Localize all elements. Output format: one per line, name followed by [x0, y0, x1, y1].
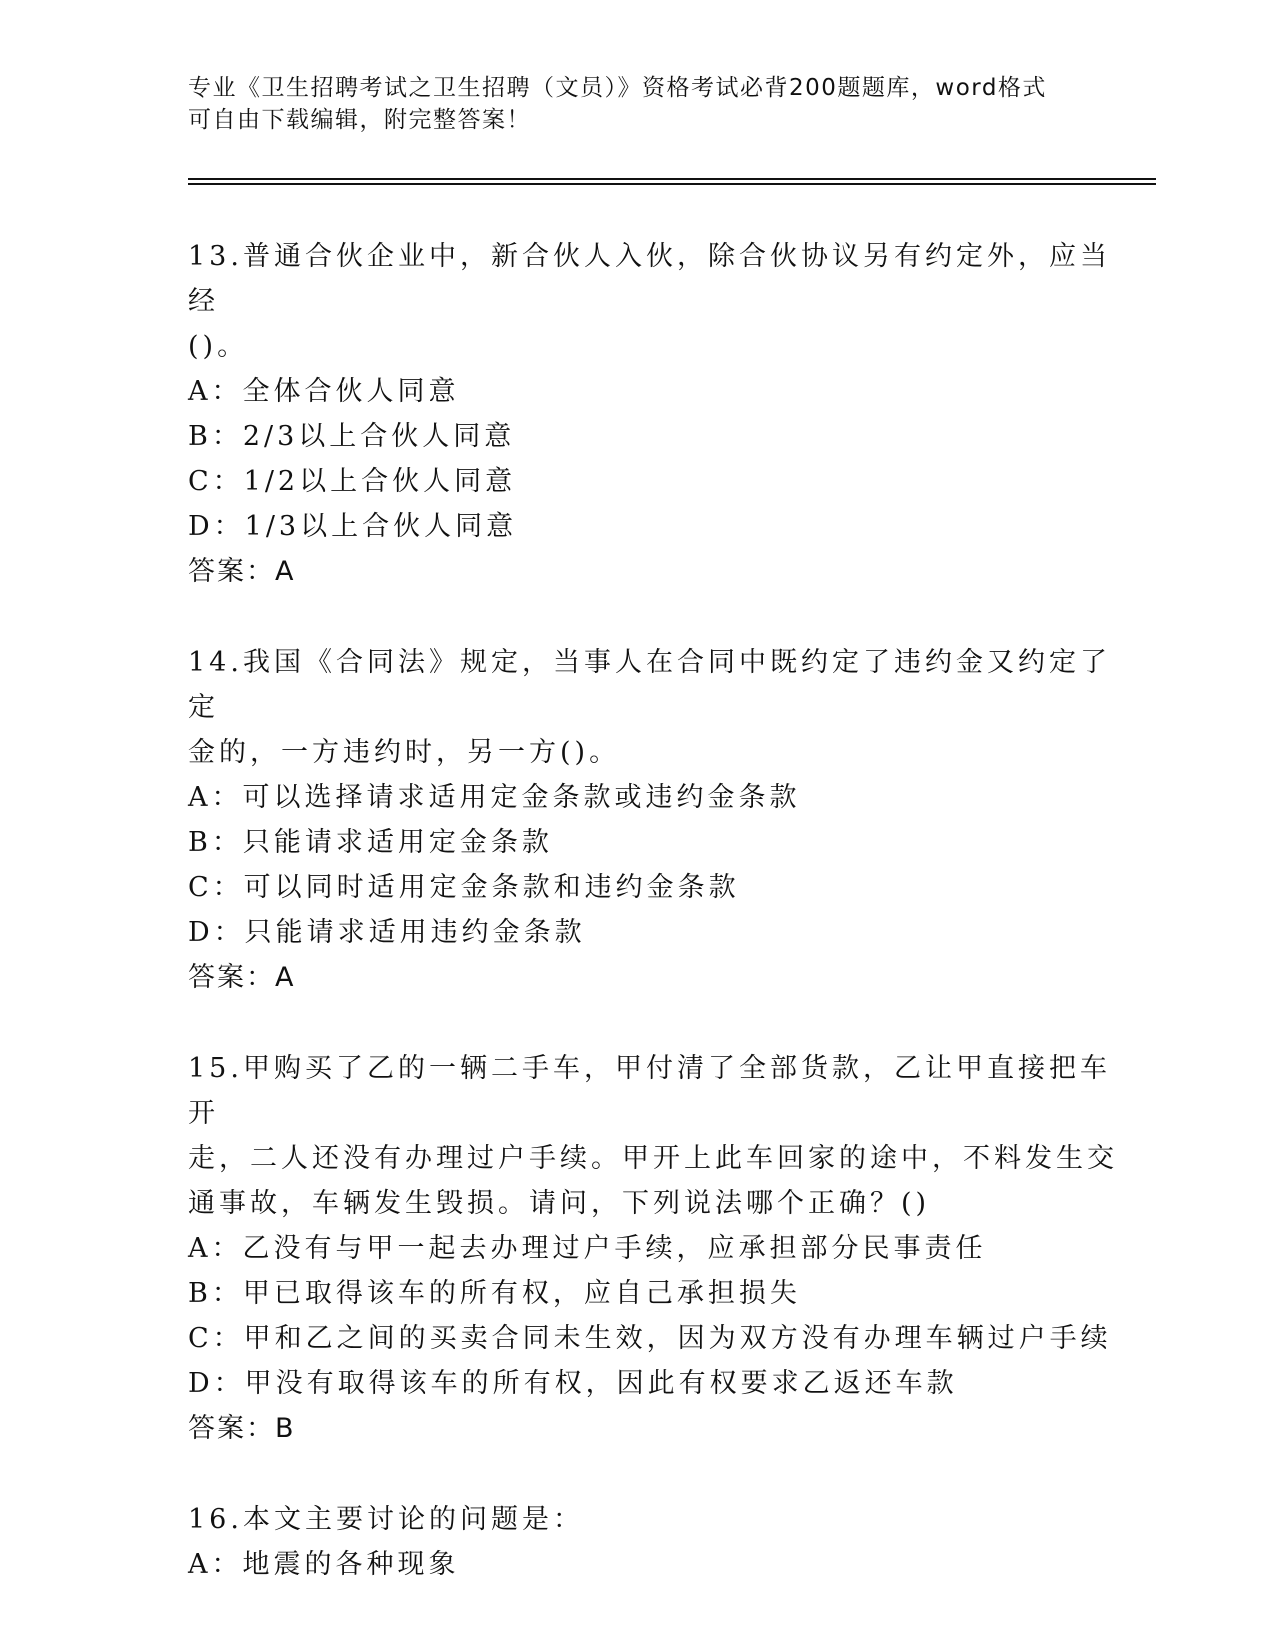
- answer-label: 答案：A: [188, 556, 296, 587]
- header-divider-bottom: [188, 183, 1156, 185]
- option-c: C：甲和乙之间的买卖合同未生效，因为双方没有办理车辆过户手续: [188, 1323, 1112, 1354]
- question-stem: 金的，一方违约时，另一方()。: [188, 737, 621, 768]
- question-stem: 15.甲购买了乙的一辆二手车，甲付清了全部货款，乙让甲直接把车开: [188, 1053, 1111, 1129]
- option-b: B：只能请求适用定金条款: [188, 827, 553, 858]
- header-line-1: 专业《卫生招聘考试之卫生招聘（文员）》资格考试必背200题题库，word格式: [188, 75, 1047, 101]
- answer-label: 答案：A: [188, 962, 296, 993]
- option-b: B：2/3以上合伙人同意: [188, 421, 516, 452]
- question-13: [188, 234, 1128, 594]
- answer-label: 答案：B: [188, 1413, 296, 1444]
- option-a: A：地震的各种现象: [188, 1549, 460, 1580]
- header-divider-top: [188, 178, 1156, 180]
- option-c: C：可以同时适用定金条款和违约金条款: [188, 872, 740, 903]
- option-b: B：甲已取得该车的所有权，应自己承担损失: [188, 1278, 801, 1309]
- question-stem: 走，二人还没有办理过户手续。甲开上此车回家的途中，不料发生交: [188, 1143, 1118, 1174]
- question-15: [188, 1046, 1128, 1451]
- option-d: D：甲没有取得该车的所有权，因此有权要求乙返还车款: [188, 1368, 958, 1399]
- document-header: [188, 72, 1068, 136]
- option-a: A：可以选择请求适用定金条款或违约金条款: [188, 782, 801, 813]
- question-stem: 通事故，车辆发生毁损。请问，下列说法哪个正确？(): [188, 1188, 931, 1219]
- option-a: A：乙没有与甲一起去办理过户手续，应承担部分民事责任: [188, 1233, 987, 1264]
- option-d: D：只能请求适用违约金条款: [188, 917, 586, 948]
- question-stem: 13.普通合伙企业中，新合伙人入伙，除合伙协议另有约定外，应当经: [188, 241, 1111, 317]
- question-stem: ()。: [188, 331, 249, 362]
- option-d: D：1/3以上合伙人同意: [188, 511, 518, 542]
- question-14: [188, 640, 1128, 1000]
- option-a: A：全体合伙人同意: [188, 376, 460, 407]
- question-stem: 16.本文主要讨论的问题是：: [188, 1504, 584, 1535]
- option-c: C：1/2以上合伙人同意: [188, 466, 517, 497]
- question-16: [188, 1497, 1128, 1587]
- header-line-2: 可自由下载编辑，附完整答案！: [188, 107, 531, 133]
- question-list: [188, 234, 1128, 1633]
- question-stem: 14.我国《合同法》规定，当事人在合同中既约定了违约金又约定了定: [188, 647, 1111, 723]
